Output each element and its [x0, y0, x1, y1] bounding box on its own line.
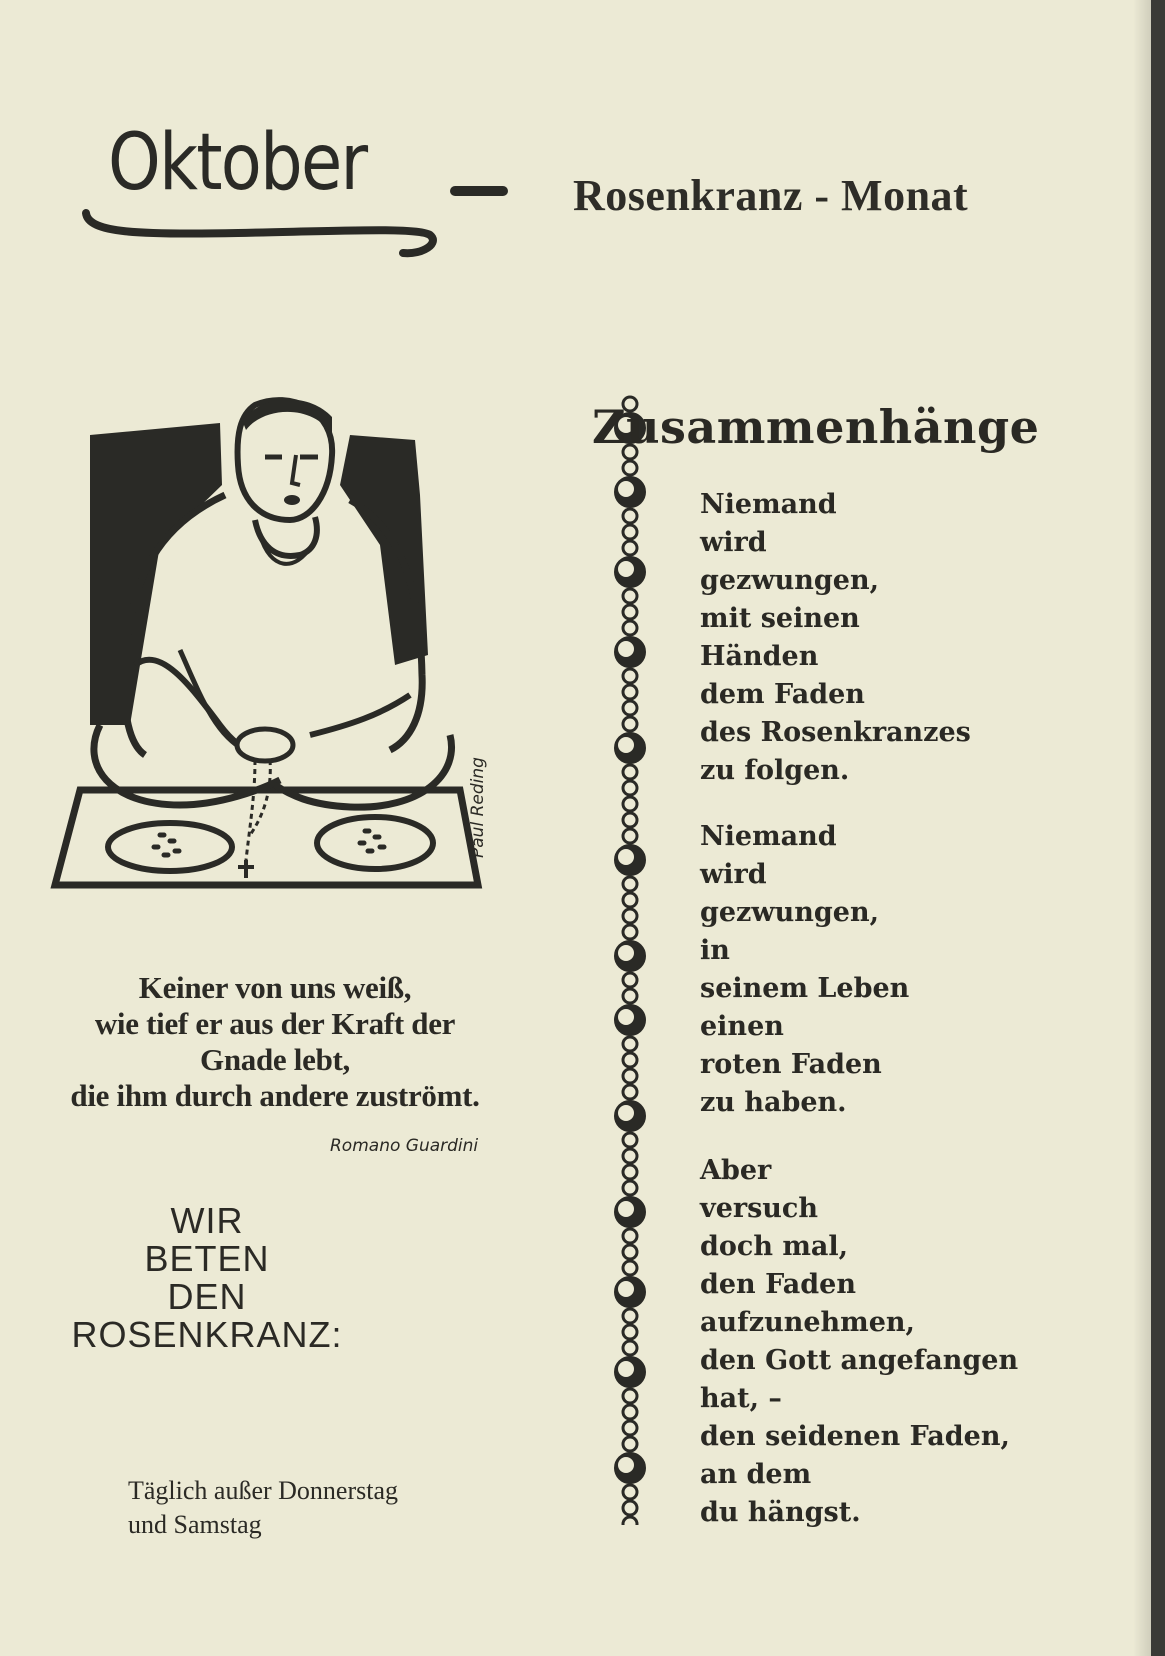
book-spine: [1151, 0, 1165, 1656]
small-bead: [623, 1421, 637, 1435]
small-bead: [623, 877, 637, 891]
poem-line: zu haben.: [700, 1087, 847, 1118]
bead-highlight: [618, 481, 634, 497]
poem-line: einen: [700, 1011, 784, 1042]
small-bead: [623, 893, 637, 907]
poem-line: hat, –: [700, 1383, 782, 1414]
small-bead: [623, 701, 637, 715]
quote-line: wie tief er aus der Kraft der: [94, 1006, 456, 1041]
poem-line: den Gott angefangen: [700, 1345, 1019, 1376]
poem-line: dem Faden: [700, 679, 865, 710]
bead-highlight: [618, 641, 634, 657]
small-bead: [623, 669, 637, 683]
quote-author: Romano Guardini: [330, 1136, 479, 1156]
schedule-line: Täglich außer Donnerstag: [128, 1476, 399, 1505]
small-bead: [623, 605, 637, 619]
small-bead: [623, 1325, 637, 1339]
rosary-notice: [62, 1202, 352, 1354]
poem-stanza: [700, 1152, 1018, 1532]
small-bead: [623, 461, 637, 475]
small-bead: [623, 525, 637, 539]
small-bead: [623, 765, 637, 779]
bead-highlight: [618, 1361, 634, 1377]
poem-line: zu folgen.: [700, 755, 850, 786]
rosary-notice-line: DEN: [167, 1276, 247, 1317]
rosary-beads-icon: [610, 385, 650, 1525]
bead-highlight: [618, 849, 634, 865]
small-bead: [623, 1037, 637, 1051]
small-bead: [623, 1389, 637, 1403]
poem-line: mit seinen: [700, 603, 860, 634]
poem-title: Zusammenhänge: [592, 400, 1040, 454]
small-bead: [623, 1341, 637, 1355]
bead-highlight: [618, 945, 634, 961]
bead-highlight: [618, 1105, 634, 1121]
small-bead: [623, 781, 637, 795]
bead-highlight: [618, 1457, 634, 1473]
poem-body: [700, 486, 1018, 1532]
small-bead: [623, 909, 637, 923]
bead-highlight: [618, 561, 634, 577]
poem-line: in: [700, 935, 730, 966]
small-bead: [623, 717, 637, 731]
prayer-schedule: [128, 1474, 398, 1542]
poem-line: wird: [700, 527, 767, 558]
small-bead: [623, 589, 637, 603]
small-bead: [623, 1181, 637, 1195]
poem-line: du hängst.: [700, 1497, 861, 1528]
rosary-notice-line: ROSENKRANZ:: [71, 1314, 343, 1355]
small-bead: [623, 685, 637, 699]
small-bead: [623, 973, 637, 987]
bead-highlight: [618, 737, 634, 753]
quote-line: die ihm durch andere zuströmt.: [70, 1078, 480, 1113]
small-bead: [623, 1261, 637, 1275]
bead-highlight: [618, 1009, 634, 1025]
small-bead: [623, 1165, 637, 1179]
poem-line: seinem Leben: [700, 973, 910, 1004]
poem-line: gezwungen,: [700, 897, 879, 928]
poem-line: Niemand: [700, 489, 837, 520]
page-gutter-shadow: [1133, 0, 1151, 1656]
schedule-line: und Samstag: [128, 1510, 262, 1539]
small-bead: [623, 813, 637, 827]
title-underline-swoosh: [78, 205, 458, 275]
poem-stanza: [700, 486, 1018, 790]
month-title: Oktober: [108, 118, 367, 208]
small-bead: [623, 1437, 637, 1451]
poem-line: versuch: [700, 1193, 818, 1224]
small-bead: [623, 797, 637, 811]
poem-line: den Faden: [700, 1269, 856, 1300]
quote-line: Gnade lebt,: [200, 1042, 350, 1077]
guardini-quote: [40, 970, 510, 1114]
poem-line: Niemand: [700, 821, 837, 852]
small-bead: [623, 1053, 637, 1067]
small-bead: [623, 1501, 637, 1515]
poem-line: aufzunehmen,: [700, 1307, 915, 1338]
poem-line: des Rosenkranzes: [700, 717, 971, 748]
small-bead: [623, 1517, 637, 1525]
poem-line: den seidenen Faden,: [700, 1421, 1010, 1452]
small-bead: [623, 1085, 637, 1099]
small-bead: [623, 509, 637, 523]
page-subtitle: Rosenkranz - Monat: [573, 171, 969, 220]
small-bead: [623, 621, 637, 635]
poem-line: Händen: [700, 641, 819, 672]
poem-line: wird: [700, 859, 767, 890]
bead-highlight: [618, 1281, 634, 1297]
small-bead: [623, 989, 637, 1003]
poem-line: gezwungen,: [700, 565, 879, 596]
rosary-notice-line: BETEN: [144, 1238, 270, 1279]
poem-line: roten Faden: [700, 1049, 882, 1080]
poem-line: Aber: [700, 1155, 772, 1186]
small-bead: [623, 829, 637, 843]
praying-figure-with-rosary-icon: [50, 395, 490, 955]
small-bead: [623, 1245, 637, 1259]
rosary-notice-line: WIR: [170, 1200, 244, 1241]
small-bead: [623, 1133, 637, 1147]
small-bead: [623, 1485, 637, 1499]
poem-line: doch mal,: [700, 1231, 849, 1262]
illustration-signature: Paul Reding: [468, 757, 488, 858]
quote-line: Keiner von uns weiß,: [138, 970, 412, 1005]
title-dash: [450, 186, 508, 196]
poem-stanza: [700, 818, 1018, 1122]
small-bead: [623, 925, 637, 939]
small-bead: [623, 1405, 637, 1419]
small-bead: [623, 1149, 637, 1163]
small-bead: [623, 1069, 637, 1083]
small-bead: [623, 1229, 637, 1243]
bead-highlight: [618, 1201, 634, 1217]
poem-line: an dem: [700, 1459, 812, 1490]
small-bead: [623, 541, 637, 555]
small-bead: [623, 1309, 637, 1323]
